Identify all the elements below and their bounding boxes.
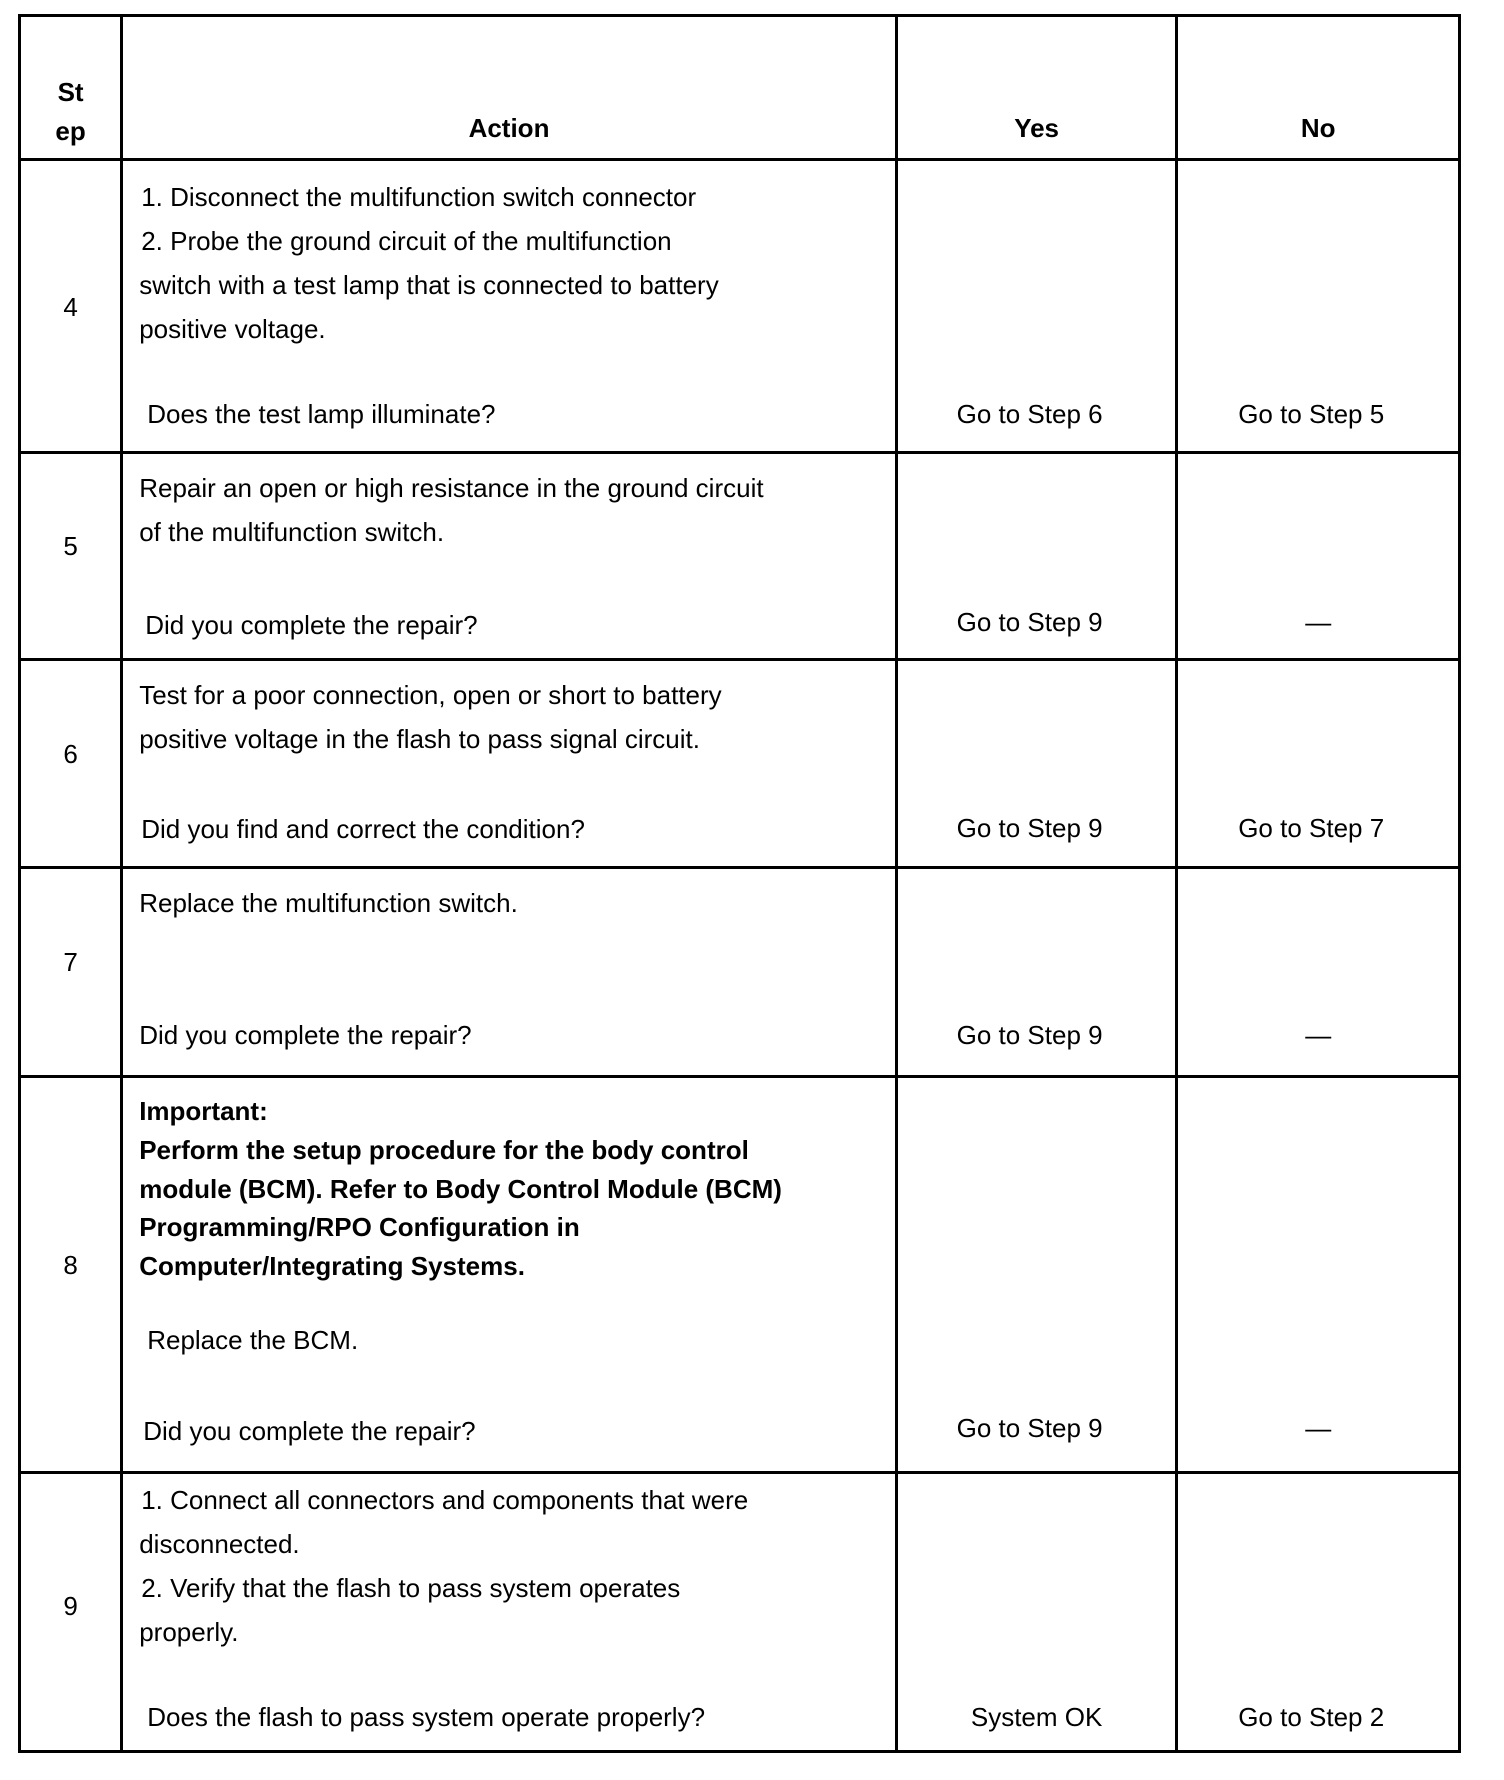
- yes-cell: [896, 660, 1177, 868]
- table-row: [20, 660, 1460, 868]
- no-value: Go to Step 5: [1238, 399, 1385, 429]
- yes-value: Go to Step 9: [956, 1413, 1103, 1443]
- action-line: Replace the multifunction switch.: [139, 888, 518, 918]
- step-cell: [20, 868, 122, 1077]
- header-action: [122, 16, 897, 160]
- table-row: [20, 1077, 1460, 1473]
- no-cell: [1177, 660, 1460, 868]
- no-cell: [1177, 1473, 1460, 1752]
- step-cell: [20, 1473, 122, 1752]
- step-number: 7: [63, 947, 78, 977]
- action-line: properly.: [139, 1617, 239, 1647]
- table-row: [20, 453, 1460, 660]
- action-line: 2. Verify that the flash to pass system operates: [141, 1573, 681, 1603]
- question: Did you find and correct the condition?: [141, 814, 585, 844]
- step-number: 6: [63, 739, 78, 769]
- no-value: —: [1305, 1413, 1332, 1443]
- yes-cell: [896, 1473, 1177, 1752]
- no-cell: [1177, 1077, 1460, 1473]
- action-line: positive voltage.: [139, 314, 326, 344]
- action-line: Replace the BCM.: [147, 1325, 359, 1355]
- important-line: Perform the setup procedure for the body control: [139, 1135, 749, 1165]
- action-cell: [122, 453, 897, 660]
- question: Did you complete the repair?: [139, 1020, 472, 1050]
- no-cell: [1177, 868, 1460, 1077]
- table-row: [20, 868, 1460, 1077]
- header-row: [20, 16, 1460, 160]
- yes-cell: [896, 160, 1177, 453]
- action-cell: [122, 160, 897, 453]
- step-cell: [20, 453, 122, 660]
- yes-value: Go to Step 9: [956, 1020, 1103, 1050]
- important-label: Important:: [139, 1096, 268, 1126]
- step-cell: [20, 160, 122, 453]
- action-cell: [122, 1077, 897, 1473]
- action-line: Repair an open or high resistance in the ground circuit: [139, 473, 764, 503]
- action-line: 1. Disconnect the multifunction switch connector: [141, 182, 697, 212]
- action-line: Test for a poor connection, open or short to battery: [139, 680, 722, 710]
- action-line: 2. Probe the ground circuit of the multifunction: [141, 226, 672, 256]
- yes-cell: [896, 868, 1177, 1077]
- yes-cell: [896, 1077, 1177, 1473]
- step-cell: [20, 660, 122, 868]
- important-line: module (BCM). Refer to Body Control Module (BCM): [139, 1174, 782, 1204]
- no-value: Go to Step 2: [1238, 1702, 1385, 1732]
- question: Does the test lamp illuminate?: [147, 399, 496, 429]
- yes-value: Go to Step 9: [956, 813, 1103, 843]
- table-row: [20, 1473, 1460, 1752]
- action-line: positive voltage in the flash to pass signal circuit.: [139, 724, 700, 754]
- header-action-label: Action: [468, 113, 550, 143]
- yes-value: System OK: [970, 1702, 1103, 1732]
- yes-cell: [896, 453, 1177, 660]
- diagnostic-table: [18, 14, 1461, 1753]
- no-value: Go to Step 7: [1238, 813, 1385, 843]
- header-yes: [896, 16, 1177, 160]
- question: Does the flash to pass system operate properly?: [147, 1702, 706, 1732]
- action-cell: [122, 660, 897, 868]
- table-row: [20, 160, 1460, 453]
- important-line: Computer/Integrating Systems.: [139, 1251, 525, 1281]
- step-cell: [20, 1077, 122, 1473]
- step-number: 8: [63, 1250, 78, 1280]
- no-value: —: [1305, 1020, 1332, 1050]
- question: Did you complete the repair?: [145, 610, 478, 640]
- header-step-line2: ep: [55, 116, 86, 146]
- yes-value: Go to Step 9: [956, 607, 1103, 637]
- step-number: 4: [63, 292, 78, 322]
- action-line: disconnected.: [139, 1529, 300, 1559]
- header-step: [20, 16, 122, 160]
- action-cell: [122, 1473, 897, 1752]
- important-line: Programming/RPO Configuration in: [139, 1212, 580, 1242]
- action-line: 1. Connect all connectors and components that were: [141, 1485, 749, 1515]
- step-number: 9: [63, 1591, 78, 1621]
- action-cell: [122, 868, 897, 1077]
- step-number: 5: [63, 531, 78, 561]
- no-value: —: [1305, 607, 1332, 637]
- question: Did you complete the repair?: [143, 1416, 476, 1446]
- header-no-label: No: [1300, 113, 1336, 143]
- action-line: switch with a test lamp that is connected to battery: [139, 270, 719, 300]
- header-yes-label: Yes: [1014, 113, 1060, 143]
- header-step-line1: St: [57, 77, 84, 107]
- no-cell: [1177, 160, 1460, 453]
- action-line: of the multifunction switch.: [139, 517, 445, 547]
- header-no: [1177, 16, 1460, 160]
- yes-value: Go to Step 6: [956, 399, 1103, 429]
- no-cell: [1177, 453, 1460, 660]
